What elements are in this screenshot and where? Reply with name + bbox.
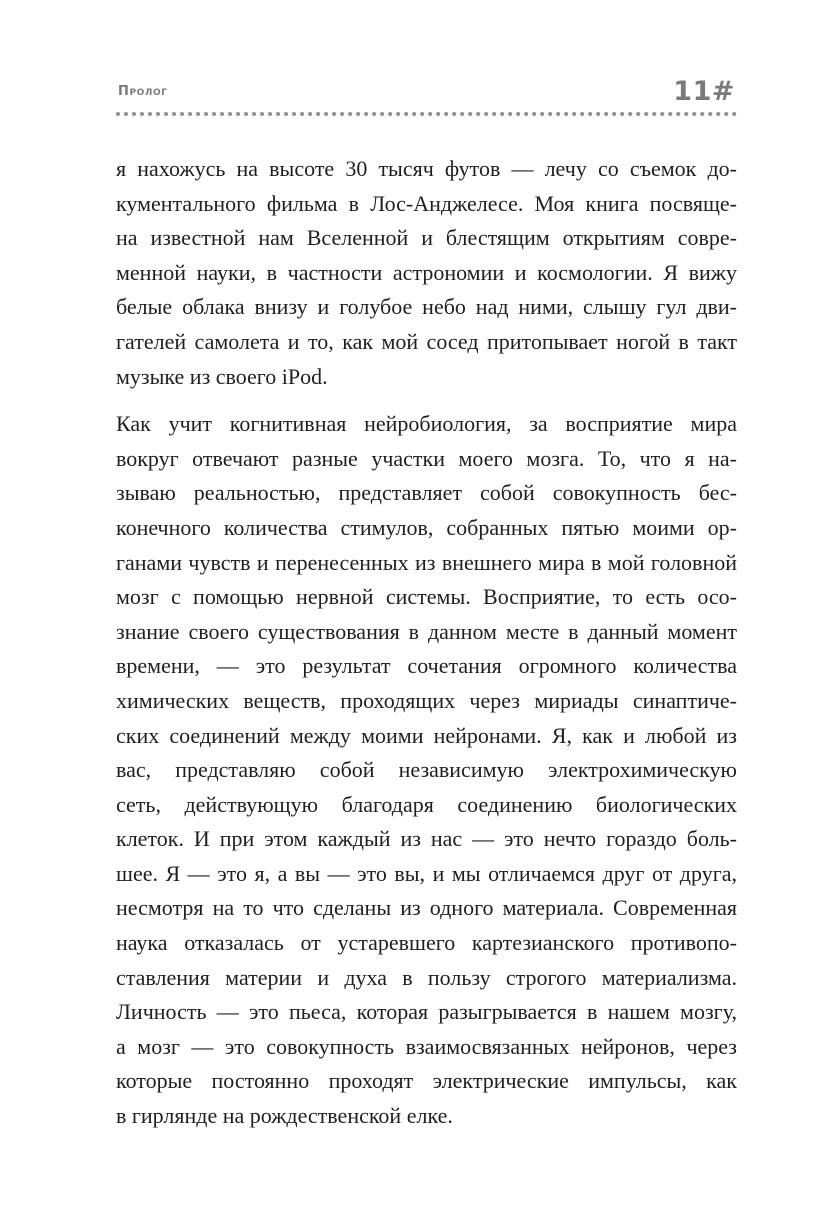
text-line: шее. Я — это я, а вы — это вы, и мы отличаемся друг от друга,: [116, 860, 737, 886]
text-line: мозг с помощью нервной системы. Восприятие, то есть осо-: [116, 584, 737, 610]
text-line: музыке из своего iPod.: [116, 363, 328, 389]
text-line: белые облака внизу и голубое небо над ними, слышу гул дви-: [116, 294, 737, 320]
text-line: наука отказалась от устаревшего картезианского противопо-: [116, 930, 737, 956]
text-line: я нахожусь на высоте 30 тысяч футов — лечу со съемок до-: [116, 156, 737, 181]
text-line: клеток. И при этом каждый из нас — это нечто гораздо боль-: [116, 826, 737, 852]
text-line: зываю реальностью, представляет собой совокупность бес-: [116, 480, 737, 506]
page-number: 11#: [673, 76, 735, 107]
text-line: ставления материи и духа в пользу строгого материализма.: [116, 964, 737, 990]
text-line: химических веществ, проходящих через мириады синаптиче-: [116, 687, 737, 713]
text-line: сеть, действующую благодаря соединению биологических: [116, 791, 737, 817]
text-line: а мозг — это совокупность взаимосвязанных нейронов, через: [116, 1033, 737, 1059]
header-dotted-rule: [116, 112, 737, 116]
text-line: кументального фильма в Лос-Анджелесе. Моя книга посвяще-: [116, 190, 737, 216]
text-line: ских соединений между моими нейронами. Я, как и любой из: [116, 722, 737, 748]
text-line: вокруг отвечают разные участки моего мозга. То, что я на-: [116, 445, 737, 471]
text-line: которые постоянно проходят электрические импульсы, как: [116, 1068, 737, 1094]
text-line: времени, — это результат сочетания огромного количества: [116, 653, 737, 679]
text-line: на известной нам Вселенной и блестящим открытиям совре-: [116, 225, 737, 251]
text-line: Как учит когнитивная нейробиология, за восприятие мира: [116, 411, 737, 437]
text-line: конечного количества стимулов, собранных пятью моими ор-: [116, 514, 737, 540]
text-line: Личность — это пьеса, которая разыгрывается в нашем мозгу,: [116, 999, 737, 1025]
text-line: ганами чувств и перенесенных из внешнего мира в мой головной: [116, 549, 737, 575]
text-line: менной науки, в частности астрономии и космологии. Я вижу: [116, 259, 737, 285]
paragraph-2: [116, 407, 737, 1133]
body-text: [116, 152, 737, 1134]
text-line: в гирлянде на рождественской елке.: [116, 1103, 453, 1129]
section-title: Пролог: [118, 84, 168, 99]
text-line: несмотря на то что сделаны из одного материала. Современная: [116, 895, 737, 921]
running-header: [116, 76, 737, 116]
text-line: гателей самолета и то, как мой сосед притопывает ногой в такт: [116, 328, 737, 354]
text-line: знание своего существования в данном месте в данный момент: [116, 618, 737, 644]
paragraph-1: [116, 152, 737, 394]
text-line: вас, представляю собой независимую электрохимическую: [116, 757, 737, 783]
